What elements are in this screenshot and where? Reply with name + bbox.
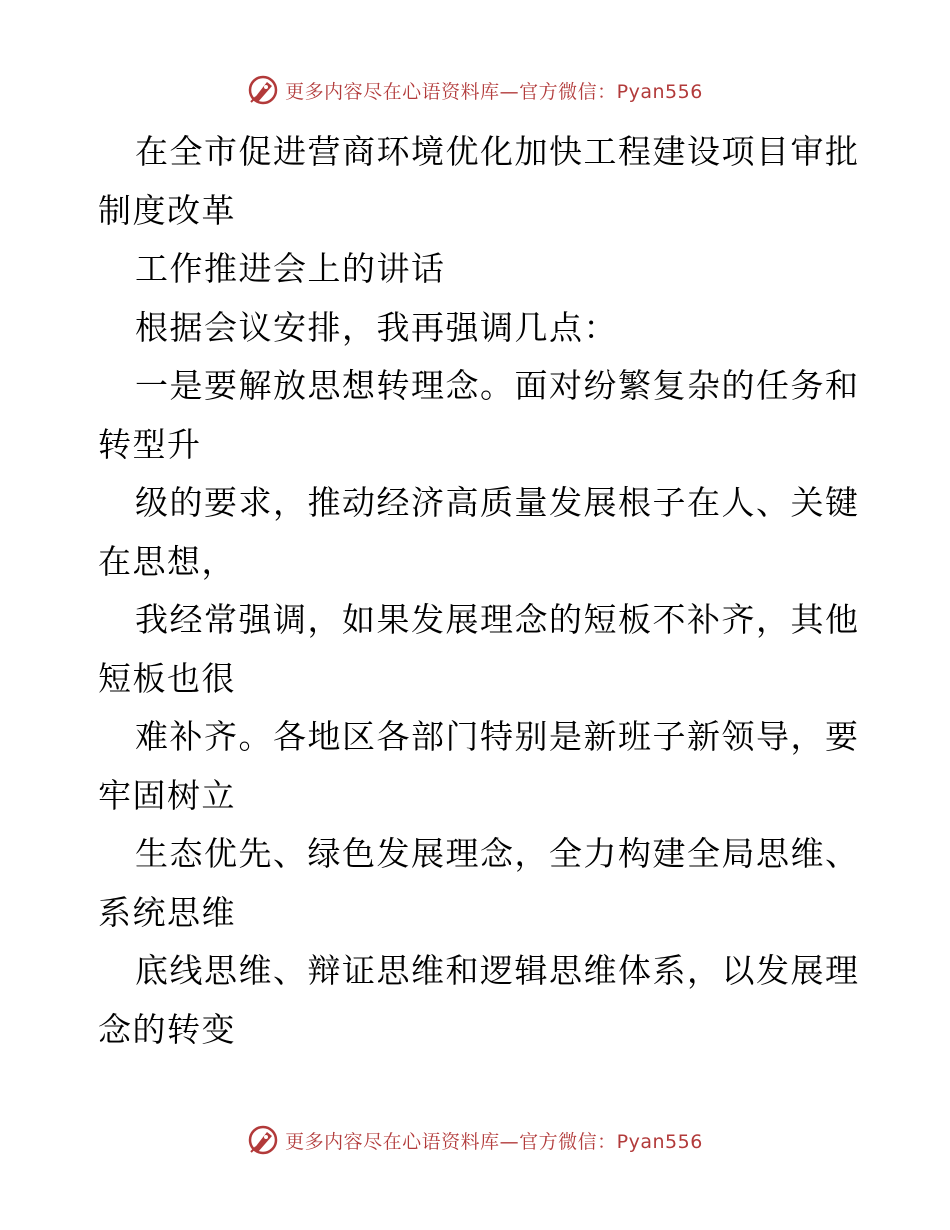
body-line: 我经常强调，如果发展理念的短板不补齐，其他 (135, 600, 860, 639)
body-line: 一是要解放思想转理念。面对纷繁复杂的任务和 (135, 366, 860, 405)
body-line: 在思想， (98, 541, 236, 581)
body-line: 底线思维、辩证思维和逻辑思维体系，以发展理 (135, 951, 860, 990)
body-line: 难补齐。各地区各部门特别是新班子新领导，要 (135, 717, 860, 756)
body-line: 短板也很 (98, 658, 236, 698)
body-line: 转型升 (98, 424, 202, 464)
body-line: 工作推进会上的讲话 (135, 249, 446, 288)
footer-banner (0, 1120, 950, 1160)
body-line: 生态优先、绿色发展理念，全力构建全局思维、 (135, 834, 860, 873)
header-banner (0, 70, 950, 110)
document-body (98, 123, 858, 1059)
body-line: 在全市促进营商环境优化加快工程建设项目审批 (135, 132, 860, 171)
footer-banner-text: 更多内容尽在心语资料库—官方微信：Pyan556 (285, 1130, 703, 1153)
body-line: 念的转变 (98, 1009, 236, 1049)
body-line: 级的要求，推动经济高质量发展根子在人、关键 (135, 483, 860, 522)
body-line: 制度改革 (98, 190, 236, 230)
body-line: 根据会议安排，我再强调几点： (135, 307, 618, 347)
body-line: 系统思维 (98, 892, 236, 932)
pen-nib-logo-icon (247, 1124, 279, 1156)
pen-nib-logo-icon (247, 74, 279, 106)
header-banner-text: 更多内容尽在心语资料库—官方微信：Pyan556 (285, 80, 703, 103)
body-line: 牢固树立 (98, 775, 236, 815)
